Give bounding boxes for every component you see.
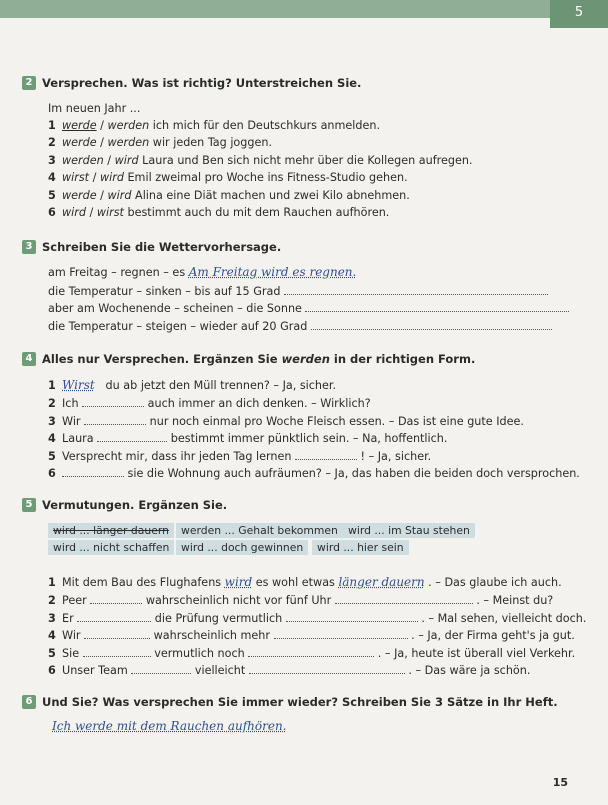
item-text: Er (62, 611, 78, 625)
numbered-item (48, 378, 336, 392)
prompt-text: die Temperatur – sinken – bis auf 15 Grad (48, 284, 284, 298)
answer-blank (77, 610, 151, 622)
answer-blank (335, 592, 473, 604)
item-text: ich mich für den Deutschkurs anmelden. (149, 119, 381, 132)
answer-line (305, 300, 569, 312)
answer-blank (286, 610, 418, 622)
exercise-2-header (22, 76, 361, 90)
item-text: . – Meinst du? (472, 594, 554, 608)
numbered-item (48, 119, 380, 132)
chapter-number: 5 (574, 5, 584, 20)
exercise-number-badge: 6 (22, 695, 36, 709)
exercise-title: Und Sie? Was versprechen Sie immer wieder? Schreiben Sie 3 Sätze in Ihr Heft. (42, 695, 558, 709)
word-box-item: wird ... nicht schaffen (48, 540, 174, 555)
answer-blank (97, 430, 167, 442)
exercise-intro: Im neuen Jahr ... (48, 102, 141, 115)
numbered-item (48, 430, 447, 445)
item-text: . – Mal sehen, vielleicht doch. (417, 611, 587, 625)
exercise-title: Vermutungen. Ergänzen Sie. (42, 498, 228, 512)
item-number: 2 (48, 136, 56, 150)
handwritten-answer: Ich werde mit dem Rauchen aufhören. (52, 719, 287, 733)
exercise-number-badge: 2 (22, 76, 36, 90)
numbered-item (48, 206, 389, 219)
item-number: 3 (48, 414, 56, 428)
item-text: sie die Wohnung auch aufräumen? – Ja, das haben die beiden doch versprochen. (124, 467, 580, 480)
item-text: bestimmt immer pünktlich sein. – Na, hoffentlich. (167, 432, 448, 446)
item-text: Laura und Ben sich nicht mehr über die Kollegen aufregen. (138, 153, 473, 167)
item-text: Laura (62, 432, 98, 446)
item-number: 5 (48, 449, 56, 463)
item-text: . – Ja, der Firma geht's ja gut. (407, 629, 575, 643)
numbered-item (48, 136, 272, 149)
word-box-item: werden ... Gehalt bekommen (176, 523, 343, 538)
prompt-line (48, 318, 552, 333)
top-color-bar (0, 0, 608, 18)
item-number: 4 (48, 171, 56, 185)
word-box-item: wird ... länger dauern (48, 523, 174, 538)
option-a: wird (62, 206, 86, 219)
item-text: . – Das wäre ja schön. (404, 664, 531, 677)
option-a: wirst (62, 171, 90, 185)
option-separator: / (85, 206, 97, 219)
item-number: 1 (48, 576, 56, 589)
item-text: ! – Ja, sicher. (357, 449, 432, 463)
numbered-item (48, 154, 473, 167)
option-separator: / (89, 171, 100, 185)
option-separator: / (96, 136, 108, 150)
item-text: bestimmt auch du mit dem Rauchen aufhören. (123, 206, 390, 219)
item-text: Peer (62, 594, 91, 608)
exercise-6-header (22, 695, 558, 709)
exercise-4-header (22, 352, 475, 366)
handwritten-answer: Am Freitag wird es regnen. (188, 265, 357, 279)
item-text: vermutlich noch (150, 646, 249, 660)
item-text: auch immer an dich denken. – Wirklich? (144, 397, 371, 411)
option-b: werden (107, 136, 150, 150)
prompt-text: die Temperatur – steigen – wieder auf 20 Grad (48, 319, 311, 333)
exercise-3-header (22, 240, 281, 254)
numbered-item (48, 189, 410, 202)
exercise-5-header (22, 498, 227, 512)
answer-blank (295, 448, 357, 460)
answer-line (311, 318, 552, 330)
answer-blank (131, 662, 191, 674)
item-text: Alina eine Diät machen und zwei Kilo abnehmen. (131, 188, 410, 202)
prompt-line (48, 265, 356, 279)
prompt-text: am Freitag – regnen – es (48, 266, 189, 279)
item-number: 5 (48, 646, 56, 660)
item-text: vielleicht (191, 664, 249, 677)
option-separator: / (103, 153, 115, 167)
numbered-item (48, 465, 580, 480)
item-text: du ab jetzt den Müll trennen? – Ja, sicher. (102, 379, 337, 392)
word-box-item: wird ... im Stau stehen (343, 523, 475, 538)
item-text: nur noch einmal pro Woche Fleisch essen. – Das ist eine gute Idee. (146, 414, 524, 428)
word-box-item: wird ... doch gewinnen (176, 540, 308, 555)
item-number: 6 (48, 664, 56, 677)
item-text: wahrscheinlich mehr (150, 629, 274, 643)
item-text: wahrscheinlich nicht vor fünf Uhr (142, 594, 335, 608)
option-b: wird (114, 153, 139, 167)
exercise-title: Schreiben Sie die Wettervorhersage. (42, 240, 282, 254)
option-a: werde (62, 119, 97, 132)
item-number: 4 (48, 629, 56, 643)
answer-blank (248, 645, 374, 657)
item-text: Ich (62, 397, 83, 411)
exercise-number-badge: 4 (22, 352, 36, 366)
option-b: wirst (96, 206, 124, 219)
item-number: 6 (48, 467, 56, 480)
item-text: . – Ja, heute ist überall viel Verkehr. (374, 646, 576, 660)
item-number: 4 (48, 432, 56, 446)
numbered-item (48, 645, 575, 660)
answer-blank (84, 413, 146, 425)
title-emphasis: werden (281, 352, 330, 366)
answer-blank (90, 592, 142, 604)
numbered-item (48, 413, 524, 428)
item-number: 2 (48, 397, 56, 411)
answer-blank (83, 645, 151, 657)
answer-blank (82, 395, 144, 407)
item-text: wir jeden Tag joggen. (149, 136, 273, 150)
item-number: 1 (48, 379, 56, 392)
item-text: Wir (62, 414, 85, 428)
option-b: wird (99, 171, 124, 185)
exercise-number-badge: 3 (22, 240, 36, 254)
item-text: Mit dem Bau des Flughafens (62, 576, 225, 589)
answer-blank: länger dauern (338, 575, 425, 589)
answer-blank: wird (224, 575, 253, 589)
item-number: 1 (48, 119, 56, 132)
answer-blank (274, 627, 408, 639)
option-a: werden (62, 153, 104, 167)
answer-blank (249, 662, 405, 674)
answer-line (284, 283, 548, 295)
answer-blank: Wirst (62, 378, 95, 392)
numbered-item (48, 592, 553, 607)
title-part: Alles nur Versprechen. Ergänzen Sie (42, 352, 282, 366)
title-part: in der richtigen Form. (329, 352, 476, 366)
page-number: 15 (552, 776, 568, 789)
option-separator: / (96, 188, 108, 202)
item-text: Versprecht mir, dass ihr jeden Tag lernen (62, 449, 295, 463)
item-number: 3 (48, 153, 56, 167)
numbered-item (48, 448, 431, 463)
numbered-item (48, 610, 586, 625)
option-a: werde (62, 136, 97, 150)
numbered-item (48, 575, 562, 589)
numbered-item (48, 171, 408, 184)
answer-blank (62, 465, 124, 477)
item-number: 2 (48, 594, 56, 608)
numbered-item (48, 627, 575, 642)
option-a: werde (62, 188, 97, 202)
exercise-title: Versprechen. Was ist richtig? Unterstreichen Sie. (42, 76, 362, 90)
item-text: Sie (62, 646, 83, 660)
item-number: 5 (48, 188, 56, 202)
item-text: . – Das glaube ich auch. (424, 576, 562, 589)
item-number: 3 (48, 611, 56, 625)
prompt-text: aber am Wochenende – scheinen – die Sonne (48, 302, 306, 316)
item-text: Unser Team (62, 664, 132, 677)
prompt-line (48, 283, 548, 298)
numbered-item (48, 395, 371, 410)
option-b: wird (107, 188, 132, 202)
item-text: Emil zweimal pro Woche ins Fitness-Studio gehen. (123, 171, 408, 185)
chapter-tab (550, 0, 608, 28)
word-box-item: wird ... hier sein (312, 540, 409, 555)
option-separator: / (96, 119, 108, 132)
exercise-title (42, 352, 475, 366)
exercise-number-badge: 5 (22, 498, 36, 512)
answer-blank (84, 627, 150, 639)
item-text: es wohl etwas (252, 576, 339, 589)
option-b: werden (107, 119, 150, 132)
numbered-item (48, 662, 530, 677)
item-number: 6 (48, 206, 56, 219)
item-text: die Prüfung vermutlich (151, 611, 286, 625)
item-text: Wir (62, 629, 85, 643)
prompt-line (48, 300, 569, 315)
